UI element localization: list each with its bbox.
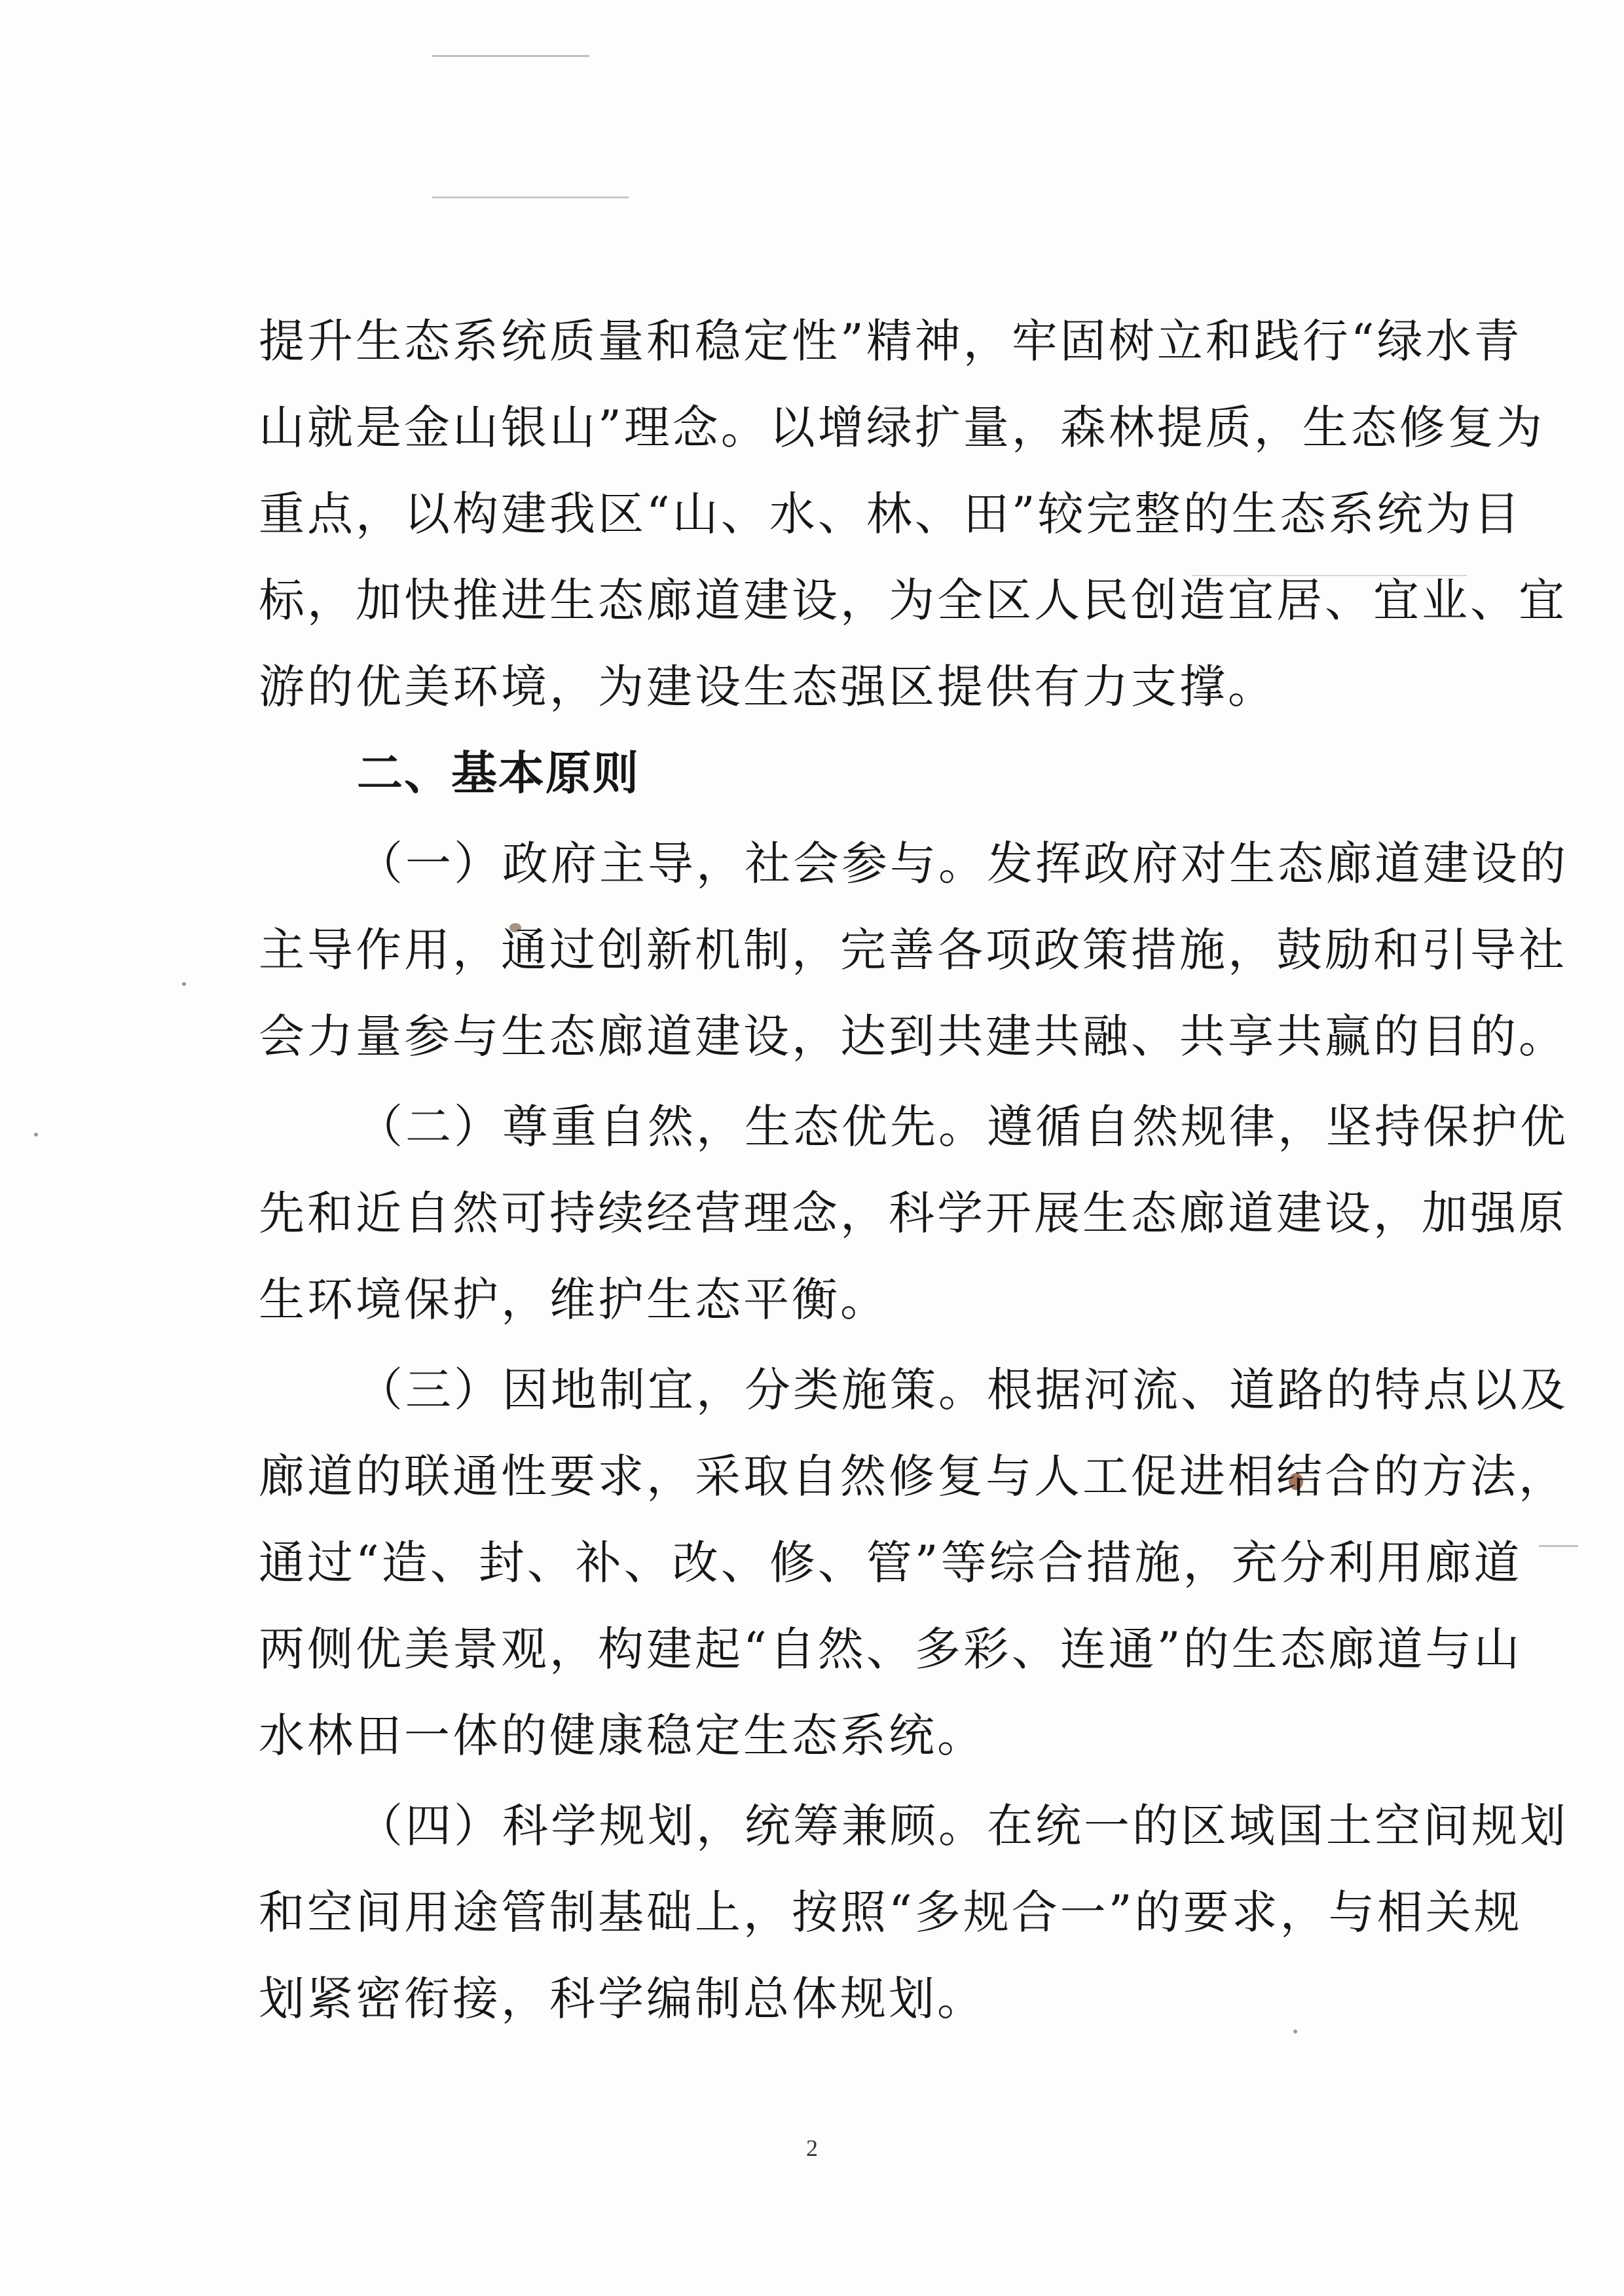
paragraph-principle-3 xyxy=(259,1347,1568,1779)
paragraph-principle-2 xyxy=(259,1084,1568,1343)
text-line: （一）政府主导，社会参与。发挥政府对生态廊道建设的 xyxy=(357,837,1568,890)
document-body xyxy=(259,298,1568,2042)
page-number: 2 xyxy=(806,2135,818,2161)
paragraph-principle-1 xyxy=(259,820,1568,1080)
text-line: （三）因地制宜，分类施策。根据河流、道路的特点以及 xyxy=(357,1363,1568,1417)
text-line: （四）科学规划，统筹兼顾。在统一的区域国土空间规划 xyxy=(357,1799,1568,1853)
scan-artifact-line-top xyxy=(432,55,589,57)
text-line: 划紧密衔接，科学编制总体规划。 xyxy=(259,1972,986,2026)
text-line: 和空间用途管制基础上，按照“多规合一”的要求，与相关规 xyxy=(259,1886,1522,1939)
section-heading: 二、基本原则 xyxy=(357,746,640,800)
scan-artifact-dot xyxy=(182,982,186,986)
text-line: 重点，以构建我区“山、水、林、田”较完整的生态系统为目 xyxy=(259,487,1522,541)
text-line: 廊道的联通性要求，采取自然修复与人工促进相结合的方法， xyxy=(259,1449,1567,1503)
text-line: 先和近自然可持续经营理念，科学开展生态廊道建设，加强原 xyxy=(259,1186,1567,1240)
section-heading-basic-principles xyxy=(259,730,1411,816)
text-line: （二）尊重自然，生态优先。遵循自然规律，坚持保护优 xyxy=(357,1100,1568,1154)
text-line: 两侧优美景观，构建起“自然、多彩、连通”的生态廊道与山 xyxy=(259,1622,1522,1676)
text-line: 游的优美环境，为建设生态强区提供有力支撑。 xyxy=(259,660,1276,714)
text-line: 山就是金山银山”理念。以增绿扩量，森林提质，生态修复为 xyxy=(259,401,1545,454)
text-line: 通过“造、封、补、改、修、管”等综合措施，充分利用廊道 xyxy=(259,1536,1522,1590)
scan-artifact-dot xyxy=(34,1133,38,1137)
text-line: 标，加快推进生态廊道建设，为全区人民创造宜居、宜业、宜 xyxy=(259,574,1567,627)
text-line: 会力量参与生态廊道建设，达到共建共融、共享共赢的目的。 xyxy=(259,1010,1567,1063)
scan-artifact-mark-right xyxy=(1539,1545,1578,1547)
paragraph-intro xyxy=(259,298,1567,730)
paragraph-principle-4 xyxy=(259,1783,1568,2042)
text-line: 主导作用，通过创新机制，完善各项政策措施，鼓励和引导社 xyxy=(259,923,1567,977)
scan-artifact-line-upper xyxy=(432,196,629,198)
text-line: 水林田一体的健康稳定生态系统。 xyxy=(259,1709,986,1762)
text-line: 生环境保护，维护生态平衡。 xyxy=(259,1273,889,1326)
text-line: 提升生态系统质量和稳定性”精神，牢固树立和践行“绿水青 xyxy=(259,314,1522,368)
